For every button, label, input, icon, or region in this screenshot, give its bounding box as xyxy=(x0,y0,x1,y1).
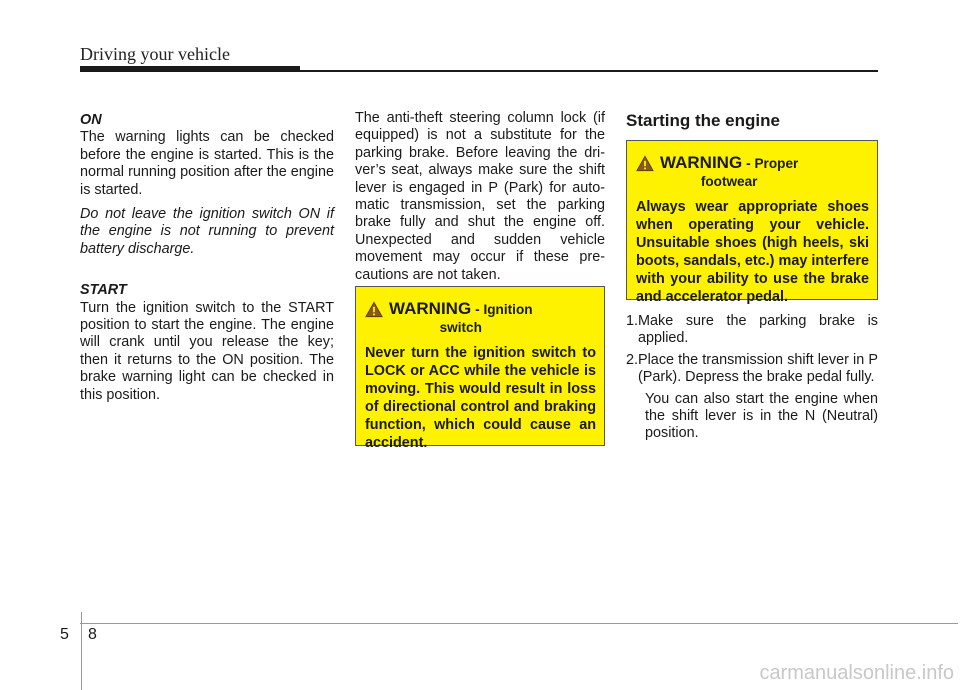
on-caution: Do not leave the ignition switch ON if the engine is not running to prevent battery discharge. xyxy=(80,206,334,257)
warning-header xyxy=(636,153,869,190)
start-heading: START xyxy=(80,282,127,299)
list-item-number: 2. xyxy=(626,351,639,368)
warning-box-ignition xyxy=(355,286,605,451)
watermark: carmanualsonline.info xyxy=(759,662,954,684)
warning-triangle-icon xyxy=(636,155,654,172)
footer-rule xyxy=(80,623,958,624)
steering-lock-paragraph: The anti-theft steering column lock (if equipped) is not a substitute for the parking brake. Before leaving the dri-ver’s seat, always make sure the shift lever is engaged in P (Park) for auto-matic transmission, set the parking brake fully and shut the engine off. Unexpected and sudden vehicle movement may occur if these pre-cautions are not taken. xyxy=(355,110,605,283)
list-item xyxy=(626,352,878,387)
warning-header xyxy=(365,299,596,336)
footer-divider xyxy=(81,612,82,690)
list-item-text: Place the transmission shift lever in P (Park). Depress the brake pedal fully. xyxy=(638,351,878,386)
header-rule xyxy=(80,70,878,72)
list-item-number: 1. xyxy=(626,313,639,329)
warning-text: Always wear appropriate shoes when operating your vehicle. Unsuitable shoes (high heels, ski boots, sandals, etc.) may interfere with your ability to use the brake and accelerator pedal. xyxy=(636,199,869,305)
warning-label: WARNING xyxy=(389,299,472,318)
on-paragraph: The warning lights can be checked before the engine is started. This is the normal running position after the engine is started. xyxy=(80,129,334,198)
warning-subtitle: - Proper xyxy=(746,156,799,171)
on-heading: ON xyxy=(80,112,102,128)
warning-subtitle: - Ignition xyxy=(475,302,533,317)
warning-triangle-icon xyxy=(365,301,383,318)
column-middle xyxy=(355,110,605,284)
warning-subtitle-2: footwear xyxy=(700,174,758,189)
section-title: Starting the engine xyxy=(626,111,780,130)
list-continuation: You can also start the engine when the shift lever is in the N (Neutral) position. xyxy=(645,390,878,442)
steps-list xyxy=(626,313,878,443)
page-chapter-number: 5 xyxy=(60,626,69,643)
list-item xyxy=(626,313,878,348)
warning-text: Never turn the ignition switch to LOCK or ACC while the vehicle is moving. This would result in loss of directional control and braking function, which could cause an accident. xyxy=(365,345,596,451)
warning-subtitle-2: switch xyxy=(439,320,482,335)
list-item-text: Make sure the parking brake is applied. xyxy=(638,313,878,347)
column-left xyxy=(80,112,334,404)
start-paragraph: Turn the ignition switch to the START position to start the engine. The engine will crank until you release the key; then it returns to the ON position. The brake warning light can be checked in this position. xyxy=(80,299,334,403)
warning-box-footwear xyxy=(626,140,878,305)
page-number: 8 xyxy=(88,626,97,643)
page-header-title: Driving your vehicle xyxy=(80,44,230,64)
warning-label: WARNING xyxy=(660,153,743,172)
